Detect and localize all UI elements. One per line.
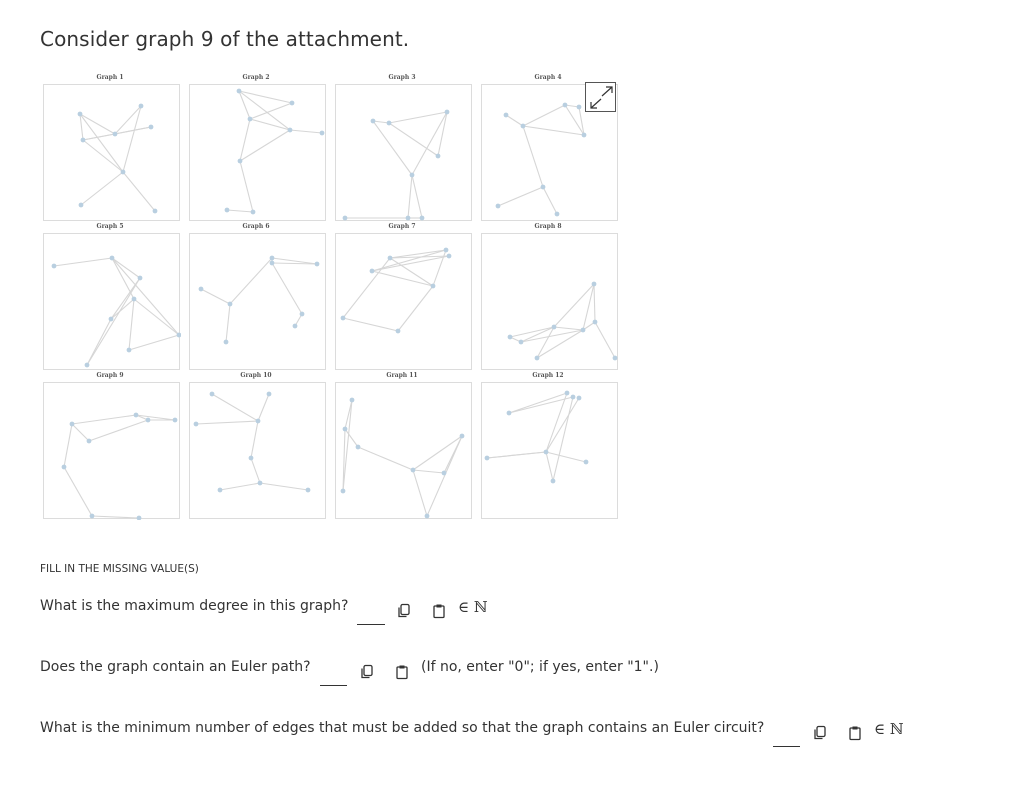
graph-edge [358,447,413,470]
graph-edge [129,299,134,350]
graph-edge [80,114,115,134]
graph-node [62,465,67,470]
graph-edge [412,175,422,218]
graph-node [387,121,392,126]
graph-edge [438,112,447,156]
graph-node [81,138,86,143]
graph-label: Graph 9 [96,372,124,379]
graph-node [149,125,154,130]
graph-label: Graph 10 [240,372,272,379]
graph-node [293,324,298,329]
graph-node [552,325,557,330]
euler-circuit-answer-field[interactable] [773,746,800,747]
graph-label: Graph 6 [242,223,270,230]
graph-node [425,514,430,519]
graph-node [127,348,132,353]
graph-panel [332,372,472,512]
graph-drawing [190,85,327,222]
graph-node [551,479,556,484]
graph-edge [390,258,433,286]
graph-node [194,422,199,427]
graph-edge [343,258,390,318]
graph-edge [260,483,308,490]
graph-edge [89,420,148,441]
graph-node [436,154,441,159]
graph-node [343,216,348,221]
graph-node [521,124,526,129]
graph-label: Graph 12 [532,372,564,379]
graph-panel [40,74,180,214]
graph-node [593,320,598,325]
graph-node [251,210,256,215]
graph-edge [250,119,290,130]
graph-panel [40,223,180,363]
graph-node [52,264,57,269]
graph-edge [64,467,92,516]
graph-node [146,418,151,423]
natural-numbers-label: ∈ ℕ [458,598,488,616]
graph-node [431,284,436,289]
graph-node [238,159,243,164]
graph-node [78,112,83,117]
graph-edge [290,130,322,133]
graph-edge [413,470,427,516]
natural-numbers-label: ∈ ℕ [874,720,904,738]
graph-node [535,356,540,361]
graph-edge [258,394,269,421]
graph-edge [81,172,123,205]
graph-node [519,340,524,345]
graph-node [237,89,242,94]
graph-node [350,398,355,403]
graph-node [444,248,449,253]
graph-node [110,256,115,261]
graph-edge [412,112,447,175]
graph-edge [220,483,260,490]
paste-icon[interactable] [848,725,862,741]
graph-label: Graph 11 [386,372,418,379]
graph-edge [521,327,554,342]
graph-node [258,481,263,486]
graph-panel [40,372,180,512]
graph-edge [201,289,230,304]
graph-node [173,418,178,423]
graph-frame [189,84,326,221]
graph-node [137,516,142,520]
graph-edge [240,161,253,212]
graph-node [496,204,501,209]
expand-arrows-icon [586,83,617,113]
graph-node [288,128,293,133]
graph-edge [372,250,446,271]
graph-edge [72,424,89,441]
graph-label: Graph 8 [534,223,562,230]
graph-edge [444,436,462,473]
graph-edge [372,271,433,286]
graph-node [445,110,450,115]
graph-node [132,297,137,302]
graph-edge [345,429,358,447]
graph-edge [372,256,449,271]
graph-edge [240,130,290,161]
graph-edge [498,187,543,206]
graph-edge [433,250,446,286]
graph-panel [186,74,326,214]
graph-edge [408,175,412,218]
graph-drawing [482,383,619,520]
graph-edge [240,119,250,161]
graph-edge [523,126,584,135]
graph-node [320,131,325,136]
copy-icon[interactable] [813,725,827,741]
graph-node [248,117,253,122]
graph-node [442,471,447,476]
graph-node [507,411,512,416]
graph-edge [523,105,565,126]
graph-label: Graph 5 [96,223,124,230]
graph-frame [335,233,472,370]
graph-node [70,422,75,427]
graph-edge [64,424,72,467]
graph-node [270,256,275,261]
graph-drawing [190,234,327,371]
graph-edge [523,126,543,187]
graph-node [153,209,158,214]
graph-edge [413,470,444,473]
graph-node [224,340,229,345]
attachment-graph-grid [40,74,625,526]
graph-label: Graph 1 [96,74,124,81]
graph-node [581,328,586,333]
graph-node [138,276,143,281]
graph-edge [123,172,155,211]
graph-edge [595,322,615,358]
graph-node [306,488,311,493]
graph-edge [543,187,557,214]
graph-node [410,173,415,178]
graph-frame [481,233,618,370]
graph-node [613,356,618,361]
graph-node [290,101,295,106]
graph-edge [196,421,258,424]
graph-node [396,329,401,334]
graph-node [541,185,546,190]
graph-edge [510,327,554,337]
graph-node [300,312,305,317]
graph-node [79,203,84,208]
graph-edge [553,397,573,481]
graph-edge [554,327,583,330]
graph-edge [230,258,272,304]
graph-label: Graph 4 [534,74,562,81]
copy-icon[interactable] [397,603,411,619]
graph-node [256,419,261,424]
graph-node [341,316,346,321]
graph-node [370,269,375,274]
graph-panel [186,372,326,512]
graph-edge [112,258,140,278]
graph-node [544,450,549,455]
graph-node [315,262,320,267]
fill-in-label: FILL IN THE MISSING VALUE(S) [40,563,199,575]
graph-node [555,212,560,217]
graph-panel [332,223,472,363]
graph-edge [227,210,253,212]
graph-edge [212,394,258,421]
graph-edge [594,284,595,322]
graph-node [411,468,416,473]
graph-node [85,363,90,368]
graph-panel [332,74,472,214]
graph-edge [92,516,139,518]
graph-node [388,256,393,261]
graph-drawing [336,234,473,371]
graph-node [582,133,587,138]
graph-edge [129,335,179,350]
graph-edge [134,299,179,335]
graph-edge [54,258,112,266]
graph-node [565,391,570,396]
graph-edge [389,112,447,123]
graph-node [249,456,254,461]
graph-node [592,282,597,287]
graph-node [460,434,465,439]
graph-edge [112,258,179,335]
graph-edge [250,103,292,119]
graph-node [218,488,223,493]
graph-edge [509,397,573,413]
graph-label: Graph 2 [242,74,270,81]
graph-frame [189,233,326,370]
graph-edge [546,452,553,481]
graph-panel [186,223,326,363]
expand-button[interactable] [585,82,616,112]
graph-frame [481,382,618,519]
graph-node [341,489,346,494]
graph-drawing [336,383,473,520]
graph-edge [546,452,586,462]
graph-node [134,413,139,418]
graph-node [371,119,376,124]
graph-panel [478,372,618,512]
graph-drawing [44,85,181,222]
graph-frame [43,84,180,221]
graph-edge [226,304,230,342]
graph-edge [72,415,136,424]
euler-path-hint: (If no, enter "0"; if yes, enter "1".) [421,659,659,675]
graph-edge [373,121,389,123]
paste-icon[interactable] [395,664,409,680]
graph-node [577,396,582,401]
graph-label: Graph 7 [388,223,416,230]
graph-node [577,105,582,110]
graph-label: Graph 3 [388,74,416,81]
graph-edge [389,123,438,156]
graph-drawing [336,85,473,222]
question-euler-circuit-edges: What is the minimum number of edges that must be added so that the graph contains an Euler circuit? [40,720,765,736]
graph-node [563,103,568,108]
graph-edge [554,284,594,327]
graph-node [87,439,92,444]
graph-node [343,427,348,432]
graph-node [225,208,230,213]
graph-drawing [44,234,181,371]
graph-node [109,317,114,322]
graph-node [228,302,233,307]
graph-edge [487,452,546,458]
graph-edge [373,121,412,175]
graph-node [447,254,452,259]
graph-edge [583,284,594,330]
graph-node [406,216,411,221]
graph-edge [251,458,260,483]
graph-frame [189,382,326,519]
graph-edge [398,286,433,331]
graph-node [584,460,589,465]
question-max-degree: What is the maximum degree in this graph? [40,598,349,614]
graph-frame [335,84,472,221]
paste-icon[interactable] [432,603,446,619]
graph-node [485,456,490,461]
graph-node [121,170,126,175]
graph-edge [509,393,567,413]
graph-node [199,287,204,292]
graph-node [90,514,95,519]
graph-node [210,392,215,397]
graph-node [270,261,275,266]
graph-edge [251,421,258,458]
graph-edge [343,318,398,331]
graph-frame [43,233,180,370]
graph-node [504,113,509,118]
graph-panel [478,223,618,363]
graph-drawing [44,383,181,520]
graph-node [420,216,425,221]
graph-edge [506,115,523,126]
graph-frame [335,382,472,519]
graph-drawing [482,234,619,371]
page-title: Consider graph 9 of the attachment. [40,27,410,51]
euler-path-answer-field[interactable] [320,685,347,686]
graph-node [113,132,118,137]
graph-node [139,104,144,109]
graph-node [571,395,576,400]
graph-node [356,445,361,450]
graph-edge [272,263,302,314]
question-euler-path: Does the graph contain an Euler path? [40,659,311,675]
max-degree-answer-field[interactable] [357,624,385,625]
graph-node [267,392,272,397]
graph-drawing [190,383,327,520]
graph-node [508,335,513,340]
graph-frame [43,382,180,519]
copy-icon[interactable] [360,664,374,680]
